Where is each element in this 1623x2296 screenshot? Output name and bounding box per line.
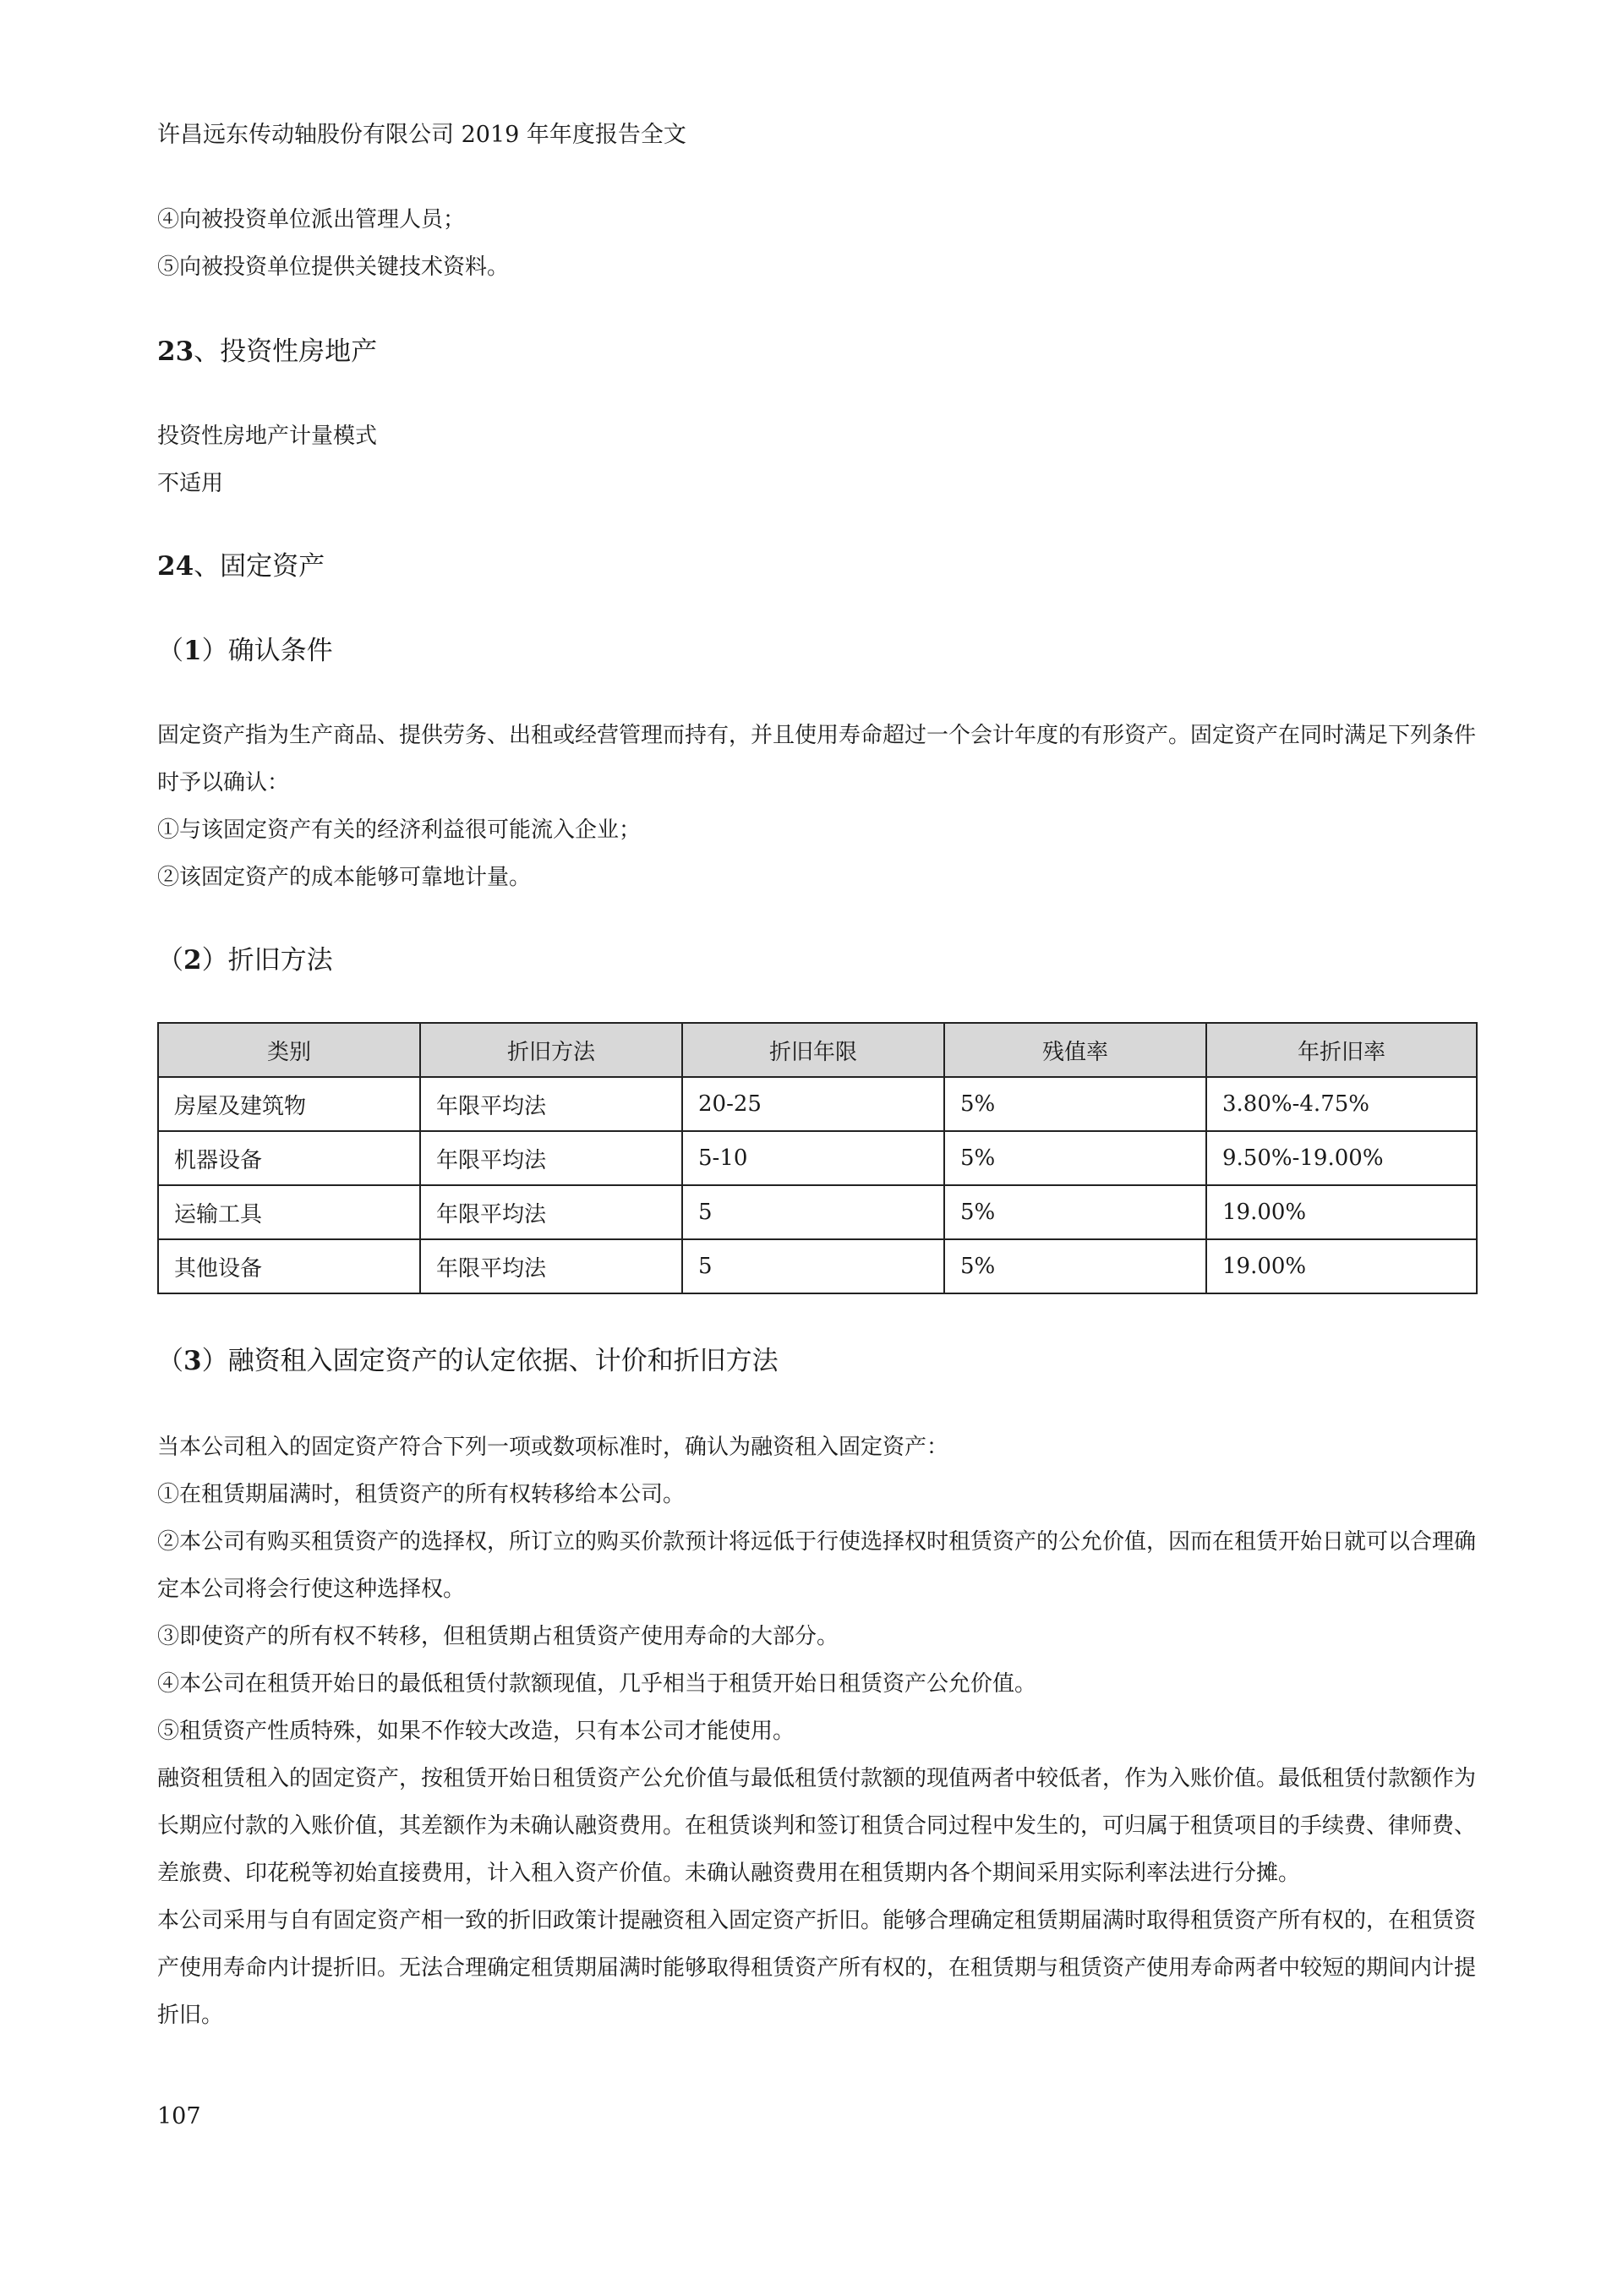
paren-open: （ [157,636,183,666]
paren-open: （ [157,945,183,976]
list-item: ⑤租赁资产性质特殊，如果不作较大改造，只有本公司才能使用。 [157,1719,795,1744]
subsection-3-heading [157,1342,1476,1380]
section-title: 、投资性房地产 [194,336,378,367]
section-23-body [157,413,1476,507]
subsection-title: ）融资租入固定资产的认定依据、计价和折旧方法 [201,1346,779,1376]
section-24-heading [157,548,1476,585]
table-row [158,1185,1477,1239]
table-cell: 5% [944,1077,1206,1131]
table-cell: 运输工具 [158,1185,420,1239]
table-cell: 3.80%-4.75% [1206,1077,1477,1131]
subsection-2-heading [157,942,1476,979]
table-cell: 机器设备 [158,1131,420,1185]
table-cell: 9.50%-19.00% [1206,1131,1477,1185]
table-row [158,1131,1477,1185]
column-header: 折旧年限 [682,1023,944,1077]
table-cell: 年限平均法 [420,1077,682,1131]
table-cell: 其他设备 [158,1239,420,1293]
subsection-title: ）折旧方法 [201,945,333,976]
list-item: ④向被投资单位派出管理人员； [157,207,466,232]
list-item: ①在租赁期届满时，租赁资产的所有权转移给本公司。 [157,1482,686,1507]
list-item: ⑤向被投资单位提供关键技术资料。 [157,254,510,280]
paragraph: 不适用 [157,471,224,496]
paragraph: 本公司采用与自有固定资产相一致的折旧政策计提融资租入固定资产折旧。能够合理确定租赁期届满时取得租赁资产所有权的，在租赁资产使用寿命内计提折旧。无法合理确定租赁期届满时能够取得租赁资产所有权的，在租赁期与租赁资产使用寿命两者中较短的期间内计提折旧。 [157,1908,1477,2028]
subsection-1-body [157,712,1476,901]
table-cell: 5% [944,1239,1206,1293]
table-cell: 5 [682,1185,944,1239]
subsection-title: ）确认条件 [201,636,333,666]
column-header: 年折旧率 [1206,1023,1477,1077]
section-23-heading [157,333,1476,370]
table-row [158,1239,1477,1293]
list-item: ①与该固定资产有关的经济利益很可能流入企业； [157,817,642,843]
table-cell: 年限平均法 [420,1185,682,1239]
table-cell: 年限平均法 [420,1131,682,1185]
subsection-number: 3 [183,1346,202,1376]
paren-open: （ [157,1346,183,1376]
list-item: ③即使资产的所有权不转移，但租赁期占租赁资产使用寿命的大部分。 [157,1624,839,1649]
paragraph: 融资租赁租入的固定资产，按租赁开始日租赁资产公允价值与最低租赁付款额的现值两者中较低者，作为入账价值。最低租赁付款额作为长期应付款的入账价值，其差额作为未确认融资费用。在租赁谈判和签订租赁合同过程中发生的，可归属于租赁项目的手续费、律师费、差旅费、印花税等初始直接费用，计入租入资产价值。未确认融资费用在租赁期内各个期间采用实际利率法进行分摊。 [157,1766,1477,1886]
depreciation-table [157,1022,1478,1294]
table-cell: 5% [944,1185,1206,1239]
list-item: ②该固定资产的成本能够可靠地计量。 [157,865,532,890]
column-header: 类别 [158,1023,420,1077]
page-number: 107 [157,2103,201,2129]
page-header: 许昌远东传动轴股份有限公司 2019 年年度报告全文 [157,122,686,148]
column-header: 残值率 [944,1023,1206,1077]
list-item: ②本公司有购买租赁资产的选择权，所订立的购买价款预计将远低于行使选择权时租赁资产的公允价值，因而在租赁开始日就可以合理确定本公司将会行使这种选择权。 [157,1529,1477,1602]
section-number: 23 [157,336,194,367]
table-cell: 20-25 [682,1077,944,1131]
paragraph: 当本公司租入的固定资产符合下列一项或数项标准时，确认为融资租入固定资产： [157,1435,949,1460]
subsection-1-heading [157,632,1476,670]
paragraph: 投资性房地产计量模式 [157,424,378,449]
intro-list [157,196,1476,291]
subsection-3-body [157,1424,1476,2039]
subsection-number: 2 [183,945,202,976]
subsection-number: 1 [183,636,202,666]
paragraph: 固定资产指为生产商品、提供劳务、出租或经营管理而持有，并且使用寿命超过一个会计年度的有形资产。固定资产在同时满足下列条件时予以确认： [157,723,1477,795]
table-cell: 房屋及建筑物 [158,1077,420,1131]
table-cell: 19.00% [1206,1185,1477,1239]
table-cell: 5% [944,1131,1206,1185]
table-cell: 19.00% [1206,1239,1477,1293]
list-item: ④本公司在租赁开始日的最低租赁付款额现值，几乎相当于租赁开始日租赁资产公允价值。 [157,1671,1037,1697]
table-cell: 5-10 [682,1131,944,1185]
section-title: 、固定资产 [194,551,325,582]
table-header-row [158,1023,1477,1077]
table-cell: 5 [682,1239,944,1293]
column-header: 折旧方法 [420,1023,682,1077]
table-cell: 年限平均法 [420,1239,682,1293]
section-number: 24 [157,551,194,582]
table-row [158,1077,1477,1131]
